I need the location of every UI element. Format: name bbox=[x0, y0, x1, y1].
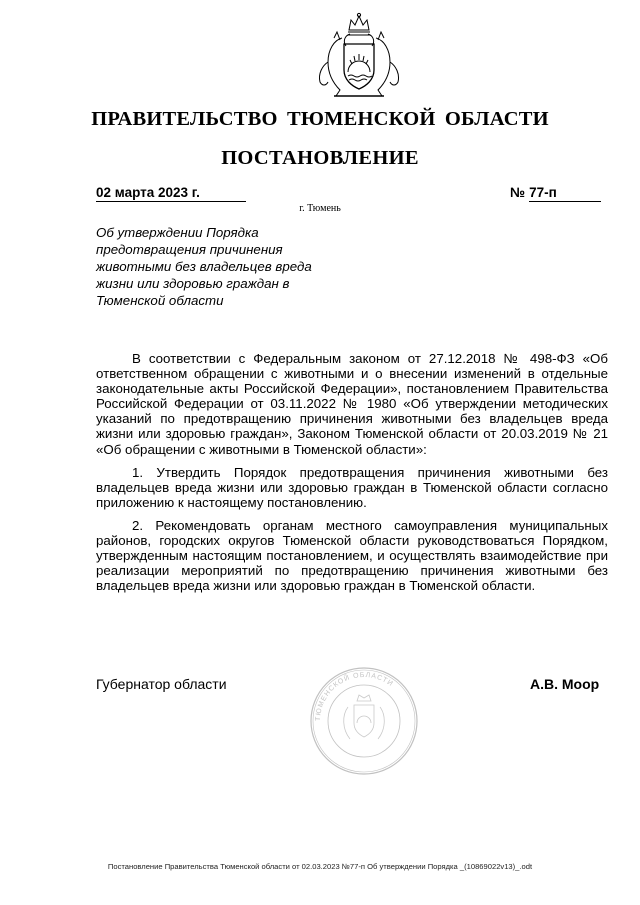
document-subject: Об утверждении Порядка предотвращения причинения животными без владельцев вреда жизни или здоровью граждан в Тюменской области bbox=[96, 225, 312, 308]
city-label: г. Тюмень bbox=[299, 203, 341, 214]
document-number bbox=[510, 185, 605, 202]
signatory-title: Губернатор области bbox=[96, 676, 227, 692]
number-label: № bbox=[510, 185, 526, 200]
signatory-name: А.В. Моор bbox=[530, 676, 600, 692]
organization-title: ПРАВИТЕЛЬСТВО ТЮМЕНСКОЙ ОБЛАСТИ bbox=[91, 108, 549, 130]
document-date: 02 марта 2023 г. bbox=[96, 185, 246, 202]
number-value: 77-п bbox=[529, 185, 601, 202]
document-type-title: ПОСТАНОВЛЕНИЕ bbox=[221, 147, 419, 169]
seal-text: ТЮМЕНСКОЙ ОБЛАСТИ bbox=[314, 671, 395, 722]
preamble-paragraph: В соответствии с Федеральным законом от 27.12.2018 № 498-ФЗ «Об ответственном обращении с животными и о внесении изменений в отдельные законодательные акты Российской Федерации», постановлением Правительства Российской Федерации от 03.11.2022 № 1980 «Об утверждении методических указаний по предотвращению причинения животными без владельцев вреда жизни или здоровью граждан», Законом Тюменской области от 20.03.2019 № 21 «Об обращении с животными в Тюменской области»: bbox=[96, 351, 608, 457]
official-seal-stamp bbox=[308, 665, 420, 777]
svg-text:ТЮМЕНСКОЙ ОБЛАСТИ bbox=[315, 672, 395, 721]
document-body bbox=[96, 351, 608, 601]
coat-of-arms-emblem bbox=[310, 10, 408, 102]
item-2-paragraph: 2. Рекомендовать органам местного самоуправления муниципальных районов, городских округов Тюменской области руководствоваться Порядком, утвержденным настоящим постановлением, и осуществлять взаимодействие при реализации мероприятий по предотвращению причинения животными без владельцев вреда жизни или здоровью граждан в Тюменской области. bbox=[96, 517, 608, 594]
item-1-paragraph: 1. Утвердить Порядок предотвращения причинения животными без владельцев вреда жизни или здоровью граждан в Тюменской области согласно приложению к настоящему постановлению. bbox=[96, 464, 608, 510]
document-footer: Постановление Правительства Тюменской области от 02.03.2023 №77-п Об утверждении Порядка _(10869022v13)_.odt bbox=[107, 862, 533, 871]
